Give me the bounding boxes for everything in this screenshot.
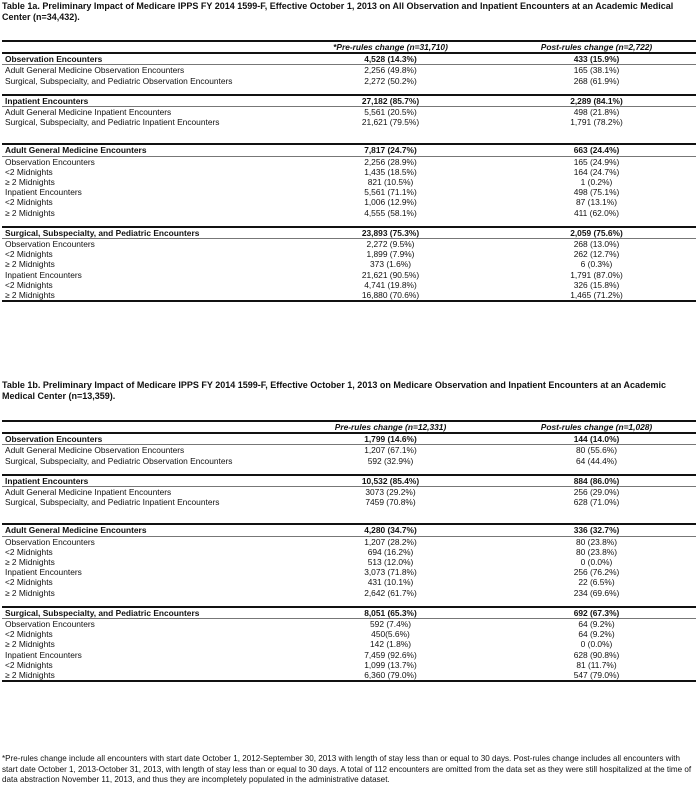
pre-value: 821 (10.5%) [367,177,414,188]
post-value: 498 (21.8%) [494,107,696,118]
table-row [2,65,696,76]
table-row [2,107,696,118]
table-header-row [2,41,696,53]
table-row [2,156,696,167]
post-value: 165 (24.9%) [494,156,696,167]
post-value: 628 (90.8%) [573,649,620,660]
pre-value: 592 (7.4%) [284,619,494,630]
post-value: 663 (24.4%) [494,144,696,156]
pre-value: 1,899 (7.9%) [366,249,415,260]
table-row [2,249,696,259]
table-row [2,144,696,156]
table-1b-title: Table 1b. Preliminary Impact of Medicare IPPS FY 2014 1599-F, Effective October 1, 2013 on Medicare Observation and Inpatient Encounters at an Academic Medical Center (n=13,359). [2,380,667,401]
row-label: <2 Midnights [5,629,53,640]
post-value: 2,289 (84.1%) [494,95,696,107]
header-pre: *Pre-rules change (n=31,710) [284,41,494,53]
pre-value: 23,893 (75.3%) [284,227,494,239]
row-label: Observation Encounters [2,156,284,167]
pre-value: 142 (1.8%) [370,639,411,650]
table-row [2,227,696,239]
row-label: Observation Encounters [2,619,284,630]
pre-value: 373 (1.6%) [370,259,411,270]
table-row [2,187,696,197]
pre-value: 431 (10.1%) [367,577,414,588]
row-label: Observation Encounters [2,433,284,445]
post-value: 165 (38.1%) [494,65,696,76]
table-row [2,629,696,639]
row-label: <2 Midnights [5,166,53,177]
post-value: 1,791 (87.0%) [570,269,623,280]
post-value: 0 (0.0%) [580,639,613,650]
header-post: Post-rules change (n=2,722) [494,41,696,53]
table-row [2,280,696,290]
pre-value: 2,642 (61.7%) [364,587,417,598]
pre-value: 2,272 (50.2%) [364,75,417,86]
pre-value: 6,360 (79.0%) [284,670,494,681]
row-label: <2 Midnights [5,249,53,260]
pre-value: 2,256 (28.9%) [284,156,494,167]
table-row [2,524,696,536]
row-label: ≥ 2 Midnights [5,207,55,218]
pre-value: 7,459 (92.6%) [364,649,417,660]
pre-value: 5,561 (20.5%) [284,107,494,118]
table-row [2,239,696,250]
table-1a-title: Table 1a. Preliminary Impact of Medicare IPPS FY 2014 1599-F, Effective October 1, 2013 on All Observation and Inpatient Encounters at an Academic Medical Center (n=34,432). [2,1,674,22]
row-label: Adult General Medicine Observation Encounters [2,445,284,456]
pre-value: 2,272 (9.5%) [284,239,494,250]
row-label: ≥ 2 Midnights [2,290,284,301]
row-label: Surgical, Subspecialty, and Pediatric Inpatient Encounters [5,117,220,128]
post-value: 81 (11.7%) [576,659,617,670]
post-value: 64 (9.2%) [494,619,696,630]
table-row [2,639,696,649]
pre-value: 592 (32.9%) [367,455,414,466]
post-value: 256 (76.2%) [573,567,620,578]
row-label: Adult General Medicine Encounters [2,524,284,536]
table-1b [2,420,696,682]
row-label: Observation Encounters [2,536,284,547]
post-value: 498 (75.1%) [573,187,620,198]
pre-value: 5,561 (71.1%) [364,187,417,198]
table-row [2,670,696,681]
row-label: <2 Midnights [5,197,53,208]
pre-value: 1,207 (28.2%) [284,536,494,547]
table-row [2,177,696,187]
post-value: 268 (13.0%) [494,239,696,250]
pre-value: 1,435 (18.5%) [364,166,417,177]
table-row [2,619,696,630]
post-value: 164 (24.7%) [573,166,620,177]
row-label: Surgical, Subspecialty, and Pediatric Encounters [2,607,284,619]
pre-value: 2,256 (49.8%) [284,65,494,76]
pre-value: 1,207 (67.1%) [284,445,494,456]
pre-value: 450(5.6%) [371,629,410,640]
row-label: Adult General Medicine Inpatient Encounters [2,487,284,498]
table-row [2,650,696,660]
pre-value: 27,182 (85.7%) [284,95,494,107]
table-row [2,547,696,557]
pre-value: 1,006 (12.9%) [364,197,417,208]
row-label: Adult General Medicine Inpatient Encounters [2,107,284,118]
table-row [2,487,696,498]
table-row [2,290,696,301]
table-1a [2,40,696,302]
pre-value: 4,741 (19.8%) [364,279,417,290]
post-value: 1,791 (78.2%) [570,117,623,128]
post-value: 326 (15.8%) [573,279,620,290]
post-value: 64 (44.4%) [576,455,617,466]
post-value: 2,059 (75.6%) [494,227,696,239]
post-value: 411 (62.0%) [573,207,619,218]
table-row [2,95,696,107]
pre-value: 21,621 (90.5%) [361,269,420,280]
row-label: Observation Encounters [2,53,284,65]
row-label: <2 Midnights [5,577,53,588]
pre-value: 7459 (70.8%) [365,497,416,508]
post-value: 234 (69.6%) [573,587,620,598]
post-value: 64 (9.2%) [578,629,615,640]
pre-value: 4,528 (14.3%) [284,53,494,65]
table-row [2,607,696,619]
pre-value: 4,280 (34.7%) [284,524,494,536]
spacer-row [2,218,696,227]
table-header-row [2,421,696,433]
post-value: 80 (23.8%) [576,546,617,557]
header-blank [2,41,284,53]
row-label: ≥ 2 Midnights [5,259,55,270]
pre-value: 4,555 (58.1%) [364,207,417,218]
table-row [2,445,696,456]
post-value: 884 (86.0%) [494,475,696,487]
row-label: Surgical, Subspecialty, and Pediatric Inpatient Encounters [5,497,220,508]
row-label: Inpatient Encounters [5,187,82,198]
row-label: Adult General Medicine Observation Encounters [2,65,284,76]
row-label: Observation Encounters [2,239,284,250]
post-value: 0 (0.0%) [580,557,613,568]
post-value: 547 (79.0%) [494,670,696,681]
post-value: 628 (71.0%) [573,497,620,508]
post-value: 22 (6.5%) [578,577,615,588]
row-label: ≥ 2 Midnights [5,557,55,568]
post-value: 6 (0.3%) [580,259,613,270]
row-label: <2 Midnights [5,659,53,670]
table-row [2,197,696,207]
row-label: Surgical, Subspecialty, and Pediatric Observation Encounters [5,455,233,466]
row-label: <2 Midnights [5,279,53,290]
table-row [2,117,696,127]
table-row [2,259,696,269]
table-row [2,577,696,587]
row-label: ≥ 2 Midnights [5,177,55,188]
spacer-row [2,86,696,95]
spacer-row [2,515,696,524]
table-row [2,433,696,445]
row-label: Inpatient Encounters [5,649,82,660]
header-pre: Pre-rules change (n=12,331) [284,421,494,433]
pre-value: 16,880 (70.6%) [284,290,494,301]
post-value: 262 (12.7%) [573,249,620,260]
post-value: 336 (32.7%) [494,524,696,536]
pre-value: 21,621 (79.5%) [361,117,420,128]
row-label: <2 Midnights [5,546,53,557]
table-row [2,53,696,65]
post-value: 144 (14.0%) [494,433,696,445]
row-label: Inpatient Encounters [5,269,82,280]
header-blank [2,421,284,433]
table-row [2,588,696,598]
table-row [2,208,696,218]
footnote: *Pre-rules change include all encounters with start date October 1, 2012-September 30, 2013 with length of stay less than or equal to 30 days. Post-rules change includes all encounters with start date October 1, 2013-October 31, 2013, with length of stay less than or equal to 30 days. A total of 112 encounters are omitted from the data set as they were still hospitalized at the time of data abstraction November 11, 2013, and thus they are incompletely populated in the administrative dataset. [2,754,692,784]
pre-value: 3,073 (71.8%) [364,567,417,578]
row-label: Inpatient Encounters [2,475,284,487]
pre-value: 3073 (29.2%) [284,487,494,498]
spacer-row [2,466,696,475]
pre-value: 10,532 (85.4%) [284,475,494,487]
pre-value: 694 (16.2%) [367,546,414,557]
row-label: Surgical, Subspecialty, and Pediatric Observation Encounters [5,75,233,86]
table-row [2,270,696,280]
post-value: 692 (67.3%) [494,607,696,619]
post-value: 433 (15.9%) [494,53,696,65]
table-row [2,567,696,577]
table-row [2,76,696,86]
row-label: ≥ 2 Midnights [5,639,55,650]
row-label: ≥ 2 Midnights [5,587,55,598]
pre-value: 8,051 (65.3%) [284,607,494,619]
pre-value: 7,817 (24.7%) [284,144,494,156]
post-value: 268 (61.9%) [573,75,620,86]
row-label: Inpatient Encounters [2,95,284,107]
post-value: 1,465 (71.2%) [494,290,696,301]
row-label: Adult General Medicine Encounters [2,144,284,156]
header-post: Post-rules change (n=1,028) [494,421,696,433]
table-row [2,456,696,466]
pre-value: 513 (12.0%) [367,557,414,568]
table-row [2,497,696,507]
spacer-row [2,598,696,607]
post-value: 256 (29.0%) [494,487,696,498]
row-label: Surgical, Subspecialty, and Pediatric Encounters [2,227,284,239]
post-value: 1 (0.2%) [580,177,613,188]
spacer-row [2,135,696,144]
pre-value: 1,099 (13.7%) [364,659,417,670]
table-row [2,167,696,177]
pre-value: 1,799 (14.6%) [284,433,494,445]
table-row [2,475,696,487]
row-label: Inpatient Encounters [5,567,82,578]
post-value: 87 (13.1%) [576,197,617,208]
table-row [2,660,696,670]
post-value: 80 (23.8%) [494,536,696,547]
spacer-row [2,127,696,135]
row-label: ≥ 2 Midnights [2,670,284,681]
table-row [2,557,696,567]
spacer-row [2,507,696,515]
post-value: 80 (55.6%) [494,445,696,456]
table-row [2,536,696,547]
